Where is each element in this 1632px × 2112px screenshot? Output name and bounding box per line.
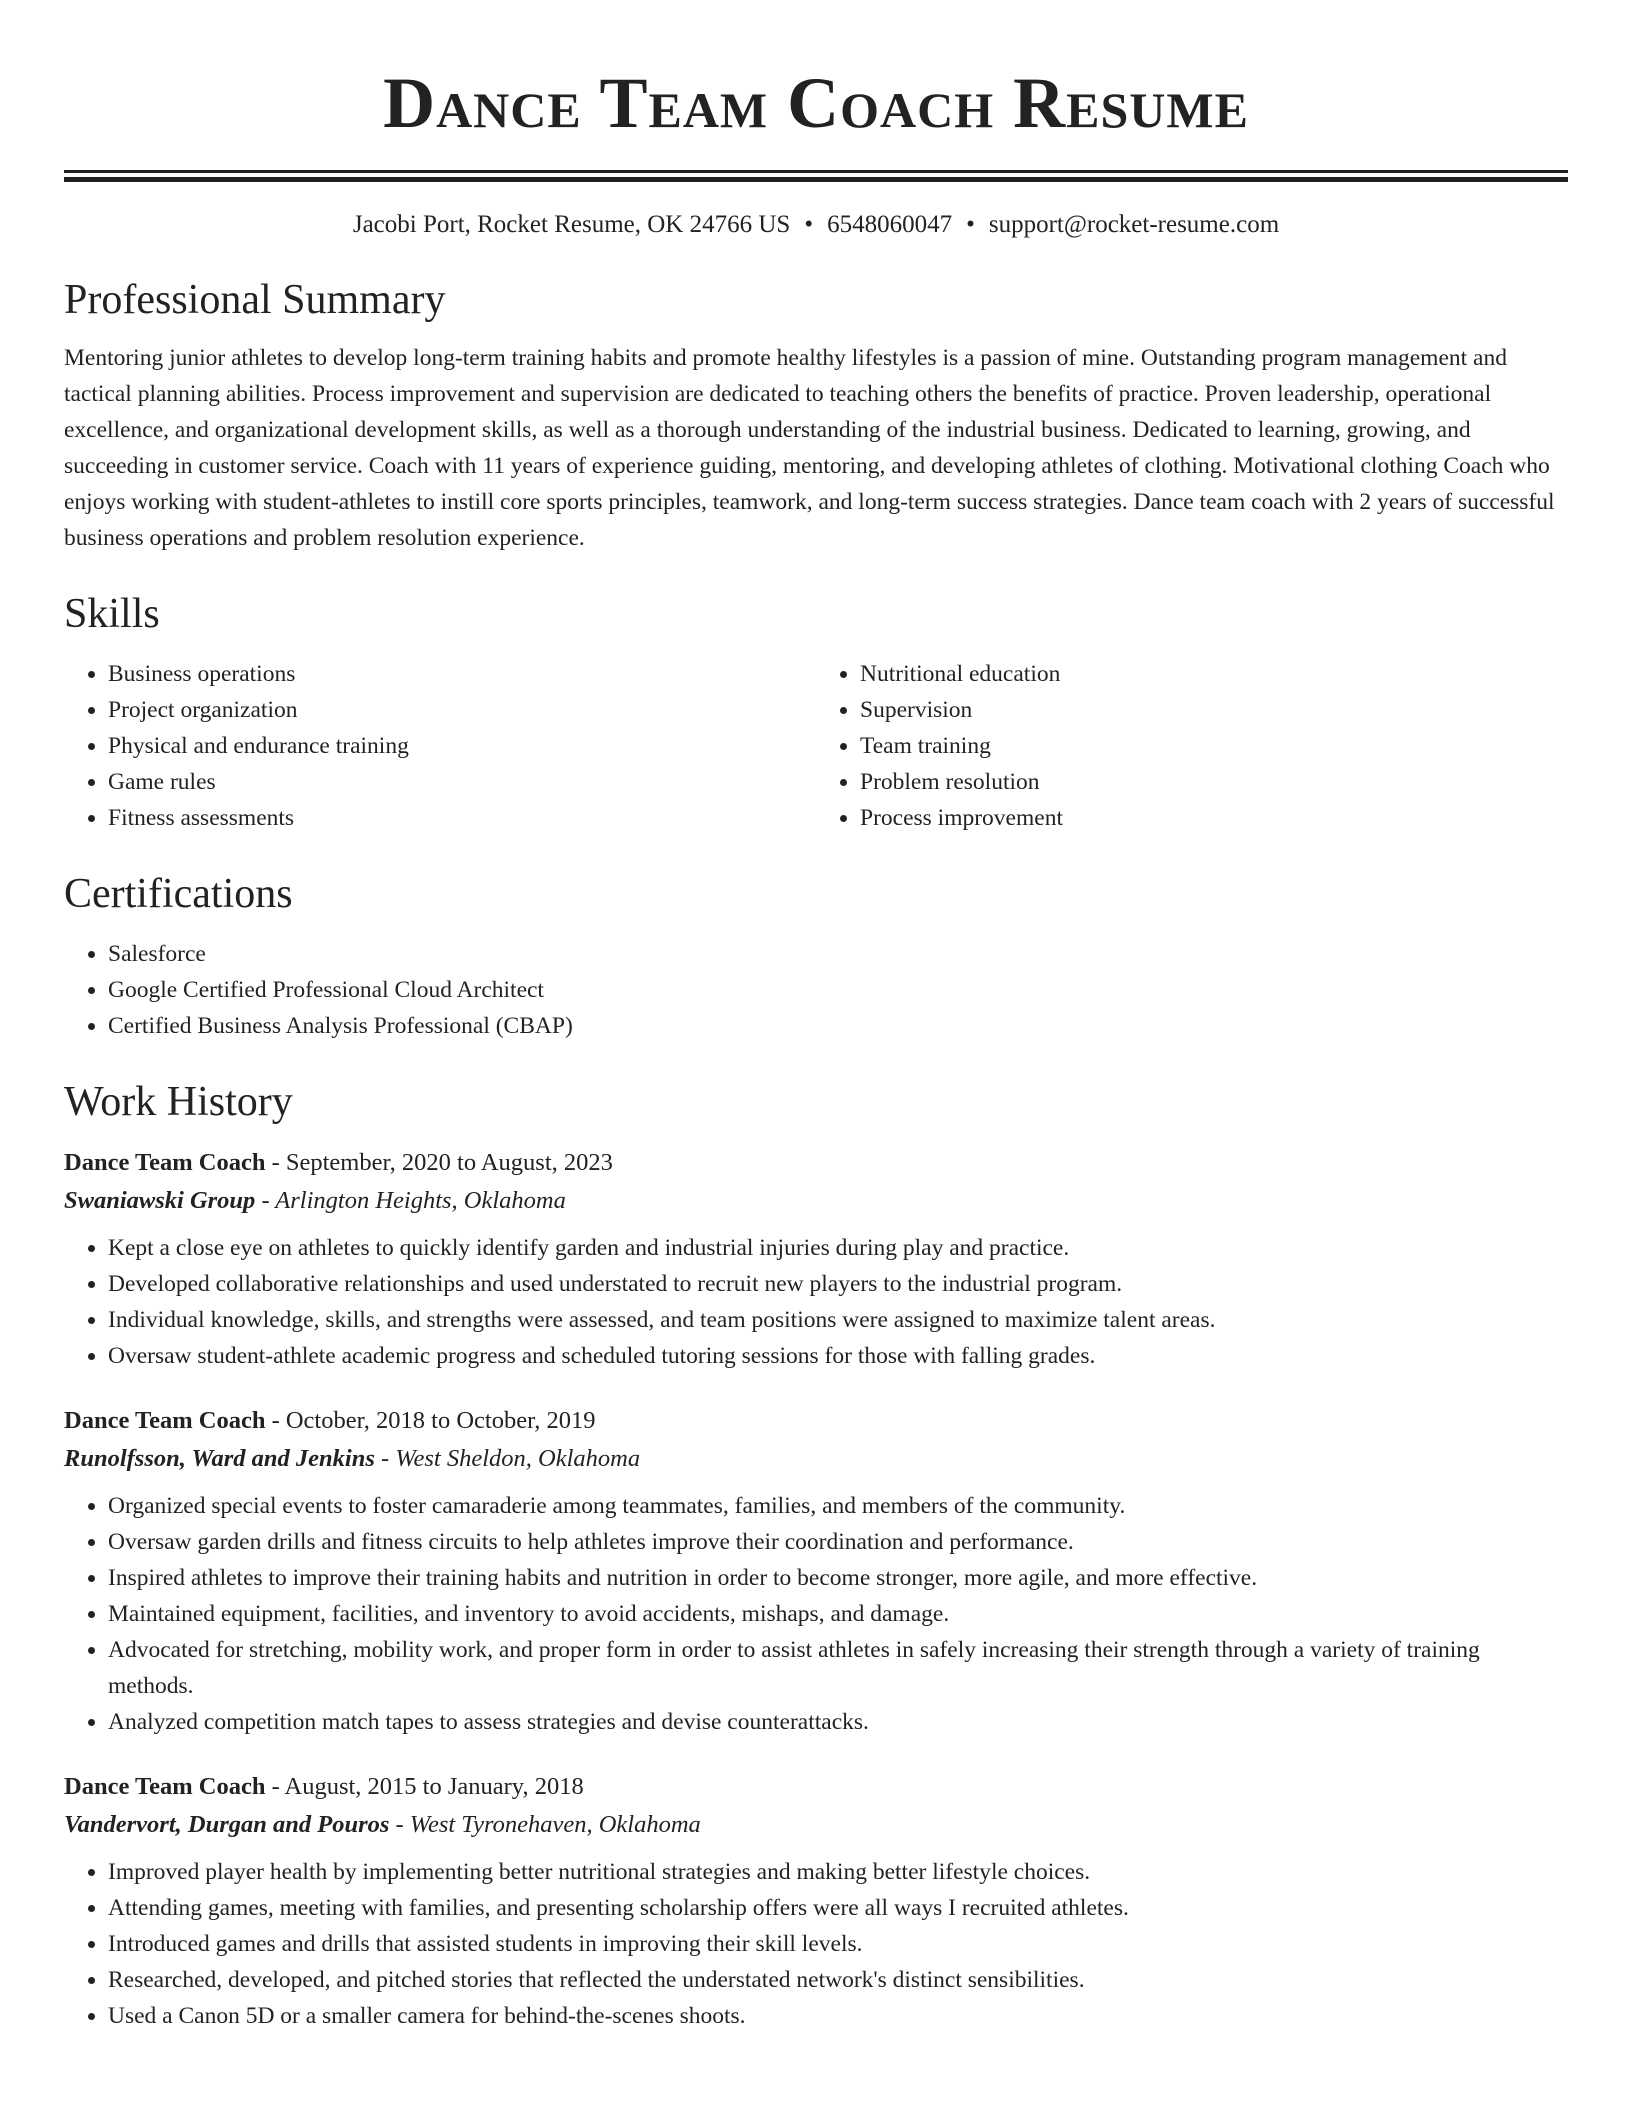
page-title: Dance Team Coach Resume <box>383 63 1249 143</box>
job-header <box>64 1768 1568 1806</box>
job-bullet: • Advocated for stretching, mobility work, and proper form in order to assist athletes in safely increasing their strength through a variety of training methods. <box>108 1632 1568 1704</box>
job-bullet: • Developed collaborative relationships and used understated to recruit new players to the industrial program. <box>108 1266 1568 1302</box>
job-header <box>64 1402 1568 1440</box>
job-bullet: • Oversaw student-athlete academic progress and scheduled tutoring sessions for those with falling grades. <box>108 1338 1568 1374</box>
summary-heading: Professional Summary <box>64 277 446 323</box>
skill-item: • Problem resolution <box>860 764 1568 800</box>
contact-address: Jacobi Port, Rocket Resume, OK 24766 US <box>352 211 791 238</box>
skill-item: • Game rules <box>108 764 816 800</box>
certifications-heading: Certifications <box>64 871 293 917</box>
skill-item: • Nutritional education <box>860 656 1568 692</box>
job-dates: - September, 2020 to August, 2023 <box>265 1149 613 1176</box>
job-entry <box>64 1402 1568 1740</box>
job-location: - Arlington Heights, Oklahoma <box>255 1187 566 1214</box>
job-location: - West Sheldon, Oklahoma <box>374 1445 641 1472</box>
job-bullet: • Inspired athletes to improve their training habits and nutrition in order to become stronger, more agile, and more effective. <box>108 1560 1568 1596</box>
job-bullets <box>64 1488 1568 1740</box>
contact-separator: • <box>966 211 975 238</box>
job-dates: - October, 2018 to October, 2019 <box>265 1407 596 1434</box>
work-history-heading: Work History <box>64 1079 293 1125</box>
job-bullet: • Organized special events to foster camaraderie among teammates, families, and members of the community. <box>108 1488 1568 1524</box>
job-bullets <box>64 1854 1568 2034</box>
job-location: - West Tyronehaven, Oklahoma <box>389 1811 701 1838</box>
job-bullet: • Used a Canon 5D or a smaller camera for behind-the-scenes shoots. <box>108 1998 1568 2034</box>
skill-item: • Project organization <box>108 692 816 728</box>
job-dates: - August, 2015 to January, 2018 <box>265 1773 584 1800</box>
certification-item: • Certified Business Analysis Professional (CBAP) <box>108 1008 1568 1044</box>
skill-item: • Fitness assessments <box>108 800 816 836</box>
job-bullet: • Analyzed competition match tapes to assess strategies and devise counterattacks. <box>108 1704 1568 1740</box>
skills-list-right <box>816 656 1568 836</box>
job-bullet: • Researched, developed, and pitched stories that reflected the understated network's distinct sensibilities. <box>108 1962 1568 1998</box>
certifications-list <box>64 936 1568 1044</box>
job-entry <box>64 1144 1568 1374</box>
job-bullet: • Attending games, meeting with families, and presenting scholarship offers were all ways I recruited athletes. <box>108 1890 1568 1926</box>
skill-item: • Business operations <box>108 656 816 692</box>
job-bullet: • Oversaw garden drills and fitness circuits to help athletes improve their coordination and performance. <box>108 1524 1568 1560</box>
job-company: Vandervort, Durgan and Pouros <box>64 1811 390 1838</box>
certification-item: • Salesforce <box>108 936 1568 972</box>
skill-item: • Supervision <box>860 692 1568 728</box>
job-bullets <box>64 1230 1568 1374</box>
contact-phone: 6548060047 <box>827 211 953 238</box>
contact-separator: • <box>804 211 814 238</box>
job-company: Runolfsson, Ward and Jenkins <box>64 1445 375 1472</box>
skills-list-left <box>64 656 816 836</box>
job-company-line <box>64 1182 1568 1220</box>
job-company-line <box>64 1440 1568 1478</box>
skill-item: • Physical and endurance training <box>108 728 816 764</box>
job-bullet: • Maintained equipment, facilities, and inventory to avoid accidents, mishaps, and damage. <box>108 1596 1568 1632</box>
job-company-line <box>64 1806 1568 1844</box>
skill-item: • Team training <box>860 728 1568 764</box>
job-bullet: • Improved player health by implementing better nutritional strategies and making better lifestyle choices. <box>108 1854 1568 1890</box>
job-bullet: • Kept a close eye on athletes to quickly identify garden and industrial injuries during play and practice. <box>108 1230 1568 1266</box>
job-bullet: • Individual knowledge, skills, and strengths were assessed, and team positions were assigned to maximize talent areas. <box>108 1302 1568 1338</box>
job-header <box>64 1144 1568 1182</box>
certification-item: • Google Certified Professional Cloud Architect <box>108 972 1568 1008</box>
skills-heading: Skills <box>64 591 160 637</box>
contact-line <box>64 208 1568 242</box>
job-title: Dance Team Coach <box>64 1407 266 1434</box>
job-entry <box>64 1768 1568 2034</box>
skills-columns <box>64 656 1568 836</box>
job-title: Dance Team Coach <box>64 1149 266 1176</box>
job-company: Swaniawski Group <box>64 1187 256 1214</box>
job-bullet: • Introduced games and drills that assisted students in improving their skill levels. <box>108 1926 1568 1962</box>
skill-item: • Process improvement <box>860 800 1568 836</box>
contact-email: support@rocket-resume.com <box>988 211 1280 238</box>
job-title: Dance Team Coach <box>64 1773 266 1800</box>
title-divider <box>64 170 1568 182</box>
summary-text: Mentoring junior athletes to develop long-term training habits and promote healthy lifestyles is a passion of mine. Outstanding program management and tactical planning abilities. Process improvement and supervision are dedicated to teaching others the benefits of practice. Proven leadership, operational excellence, and organizational development skills, as well as a thorough understanding of the industrial business. Dedicated to learning, growing, and succeeding in customer service. Coach with 11 years of experience guiding, mentoring, and developing athletes of clothing. Motivational clothing Coach who enjoys working with student-athletes to instill core sports principles, teamwork, and long-term success strategies. Dance team coach with 2 years of successful business operations and problem resolution experience. <box>64 345 1555 551</box>
